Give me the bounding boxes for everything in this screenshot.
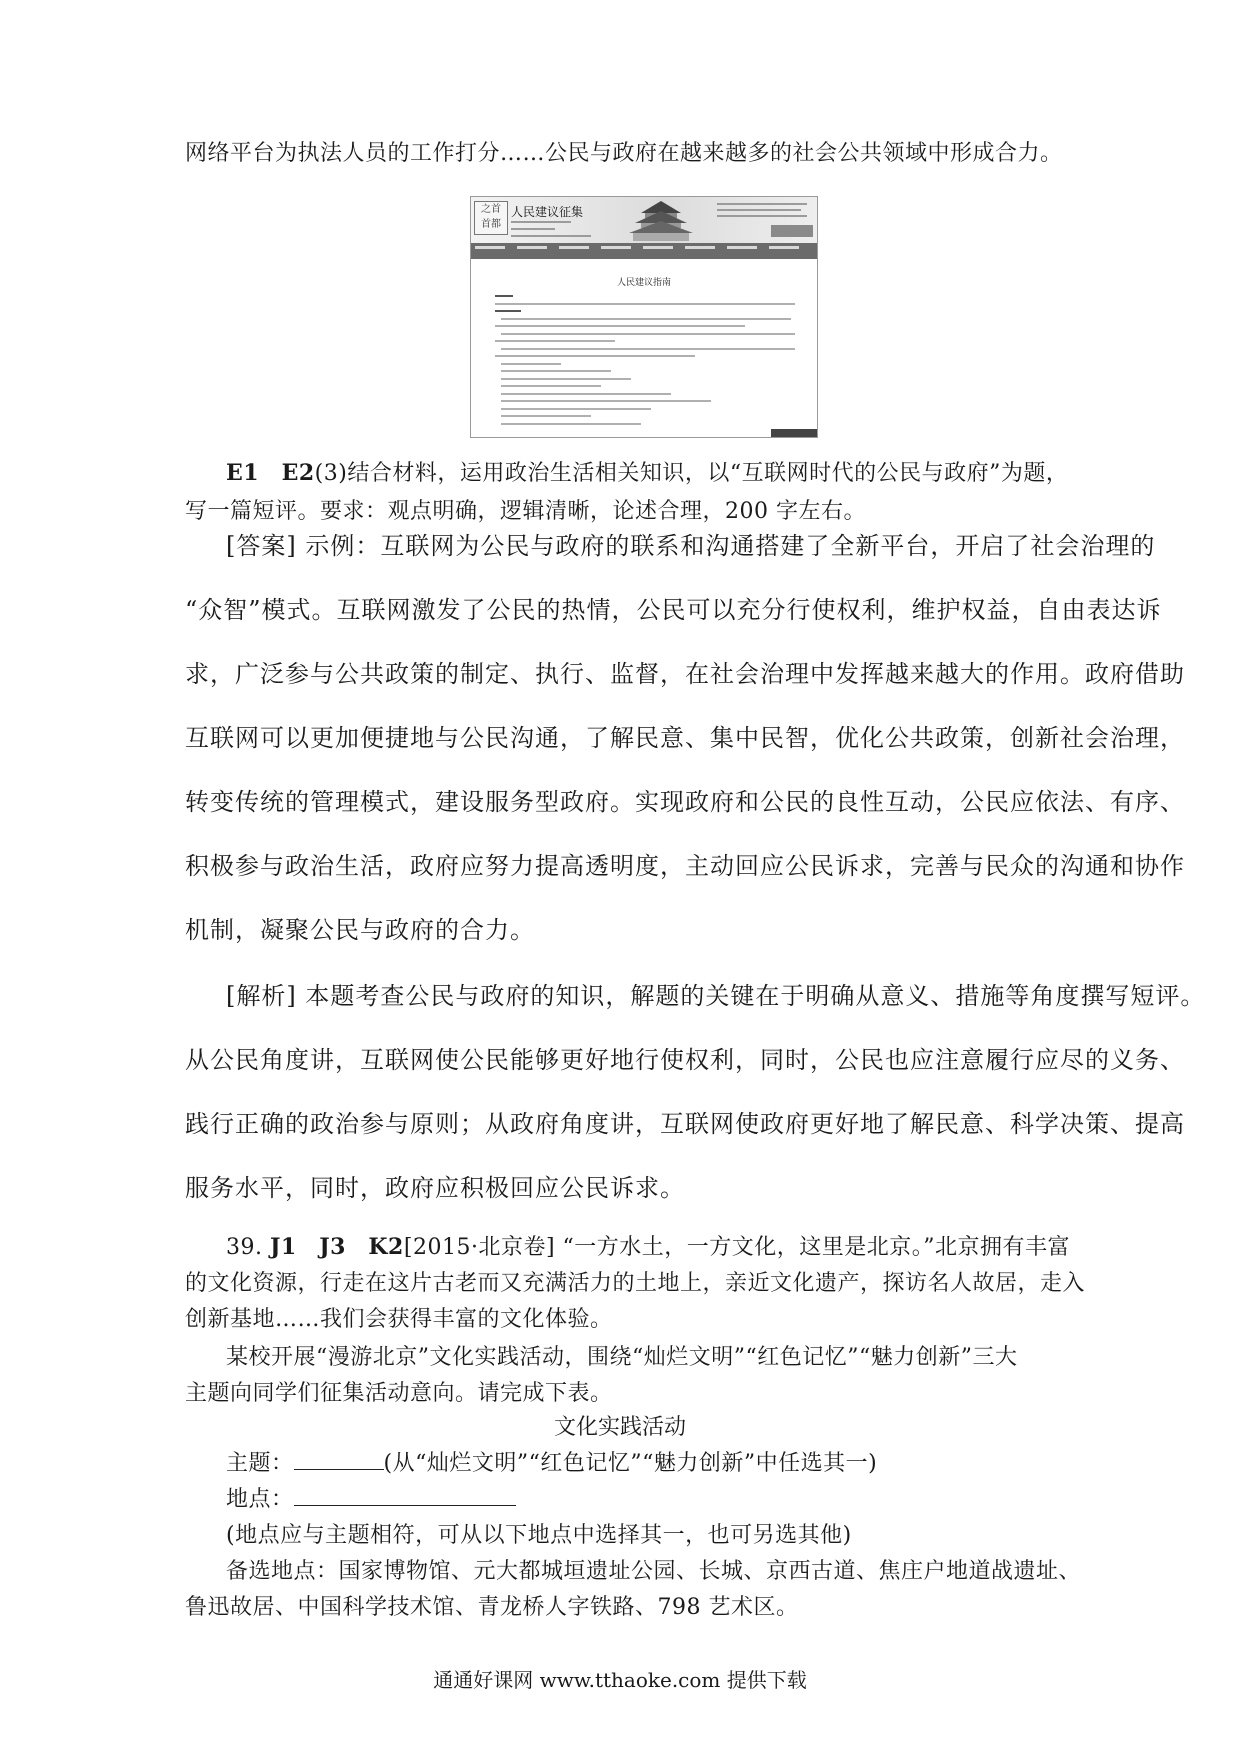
q39-line-1: 39. J1 J3 K2[2015·北京卷] “一方水土，一方文化，这里是北京。”北京拥有丰富 bbox=[226, 1234, 1071, 1260]
answer-line: “众智”模式。互联网激发了公民的热情，公民可以充分行使权利，维护权益，自由表达诉 bbox=[185, 596, 1162, 624]
site-logo: 之首 首都 bbox=[474, 201, 508, 235]
answer-line: [答案] 示例：互联网为公民与政府的联系和沟通搭建了全新平台，开启了社会治理的 bbox=[226, 532, 1156, 560]
theme-label: 主题： bbox=[226, 1451, 294, 1476]
answer-line: 机制，凝聚公民与政府的合力。 bbox=[185, 916, 535, 944]
q39-codes: J1 J3 K2 bbox=[270, 1234, 404, 1260]
intro-text: 网络平台为执法人员的工作打分……公民与政府在越来越多的社会公共领域中形成合力。 bbox=[185, 141, 1063, 166]
analysis-line: 从公民角度讲，互联网使公民能够更好地行使权利，同时，公民也应注意履行应尽的义务、 bbox=[185, 1046, 1185, 1074]
options-line-1: 备选地点：国家博物馆、元大都城垣遗址公园、长城、京西古道、焦庄户地道战遗址、 bbox=[226, 1559, 1082, 1584]
site-title: 人民建议征集 bbox=[511, 205, 584, 219]
theme-note: (从“灿烂文明”“红色记忆”“魅力创新”中任选其一) bbox=[383, 1451, 878, 1476]
place-blank[interactable] bbox=[294, 1485, 516, 1506]
analysis-line: 践行正确的政治参与原则；从政府角度讲，互联网使政府更好地了解民意、科学决策、提高 bbox=[185, 1110, 1185, 1138]
options-line-2: 鲁迅故居、中国科学技术馆、青龙桥人字铁路、798 艺术区。 bbox=[185, 1595, 799, 1620]
website-nav-bar bbox=[471, 243, 817, 259]
website-page-title: 人民建议指南 bbox=[616, 278, 671, 288]
answer-line: 积极参与政治生活，政府应努力提高透明度，主动回应公民诉求，完善与民众的沟通和协作 bbox=[185, 852, 1185, 880]
q39-line-4: 某校开展“漫游北京”文化实践活动，围绕“灿烂文明”“红色记忆”“魅力创新”三大 bbox=[226, 1345, 1018, 1370]
question-line-2: 写一篇短评。要求：观点明确，逻辑清晰，论述合理，200 字左右。 bbox=[185, 499, 866, 524]
place-note: (地点应与主题相符，可从以下地点中选择其一，也可另选其他) bbox=[226, 1523, 852, 1548]
website-header bbox=[471, 197, 817, 243]
analysis-line: [解析] 本题考查公民与政府的知识，解题的关键在于明确从意义、措施等角度撰写短评。 bbox=[226, 982, 1206, 1010]
page-footer: 通通好课网 www.tthaoke.com 提供下载 bbox=[433, 1668, 807, 1692]
q39-line-2: 的文化资源，行走在这片古老而又充满活力的土地上，亲近文化遗产，探访名人故居，走入 bbox=[185, 1271, 1086, 1296]
temple-of-heaven-icon bbox=[621, 199, 701, 243]
q39-line-3: 创新基地……我们会获得丰富的文化体验。 bbox=[185, 1307, 613, 1332]
q39-line-5: 主题向同学们征集活动意向。请完成下表。 bbox=[185, 1381, 613, 1406]
table-title: 文化实践活动 bbox=[553, 1415, 686, 1440]
answer-line: 求，广泛参与公共政策的制定、执行、监督，在社会治理中发挥越来越大的作用。政府借助 bbox=[185, 660, 1185, 688]
analysis-line: 服务水平，同时，政府应积极回应公民诉求。 bbox=[185, 1174, 685, 1202]
theme-blank[interactable] bbox=[294, 1449, 384, 1470]
question-codes: E1 E2 bbox=[226, 460, 315, 486]
answer-line: 互联网可以更加便捷地与公民沟通，了解民意、集中民智，优化公共政策，创新社会治理， bbox=[185, 724, 1185, 752]
theme-row bbox=[226, 1446, 877, 1477]
embedded-website-screenshot bbox=[470, 196, 818, 438]
answer-line: 转变传统的管理模式，建设服务型政府。实现政府和公民的良性互动，公民应依法、有序、 bbox=[185, 788, 1185, 816]
place-label: 地点： bbox=[226, 1487, 294, 1512]
q39-number: 39. bbox=[226, 1235, 263, 1260]
place-row bbox=[226, 1482, 516, 1513]
question-line-1: E1 E2(3)结合材料，运用政治生活相关知识，以“互联网时代的公民与政府”为题， bbox=[226, 460, 1069, 486]
